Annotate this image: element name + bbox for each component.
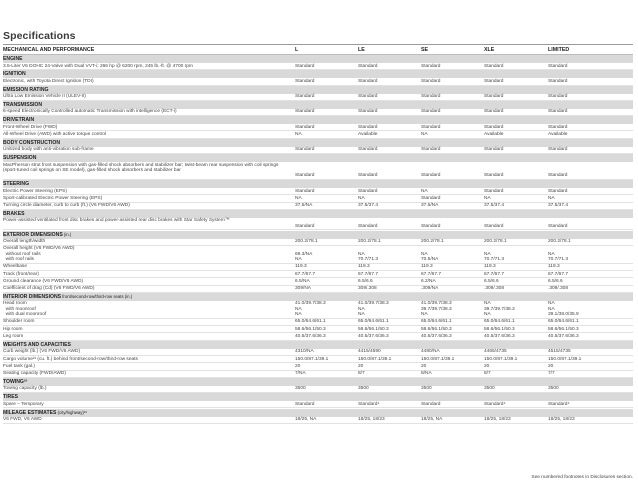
section-header — [3, 210, 633, 218]
spec-value: NA 70.7/71.3 — [358, 251, 379, 262]
spec-value: Standard⁴ — [358, 401, 380, 407]
spec-value: 20 — [548, 363, 554, 369]
section-header — [3, 55, 633, 63]
spec-value: 58.6/56.1/50.3 — [484, 326, 515, 332]
spec-value: 3500 — [548, 386, 559, 392]
spec-label: Fuel tank (gal.) — [3, 363, 35, 369]
spec-value: Standard — [548, 188, 568, 194]
spec-value: NA NA 39.1/38.0/35.9 — [548, 301, 579, 317]
spec-label: All-Wheel Drive (AWD) with active torque control — [3, 132, 106, 137]
spec-value: 6.5/6.6 — [484, 278, 499, 284]
spec-value: Available — [358, 132, 378, 137]
spec-value: 200.2/78.1 — [295, 239, 318, 244]
spec-label: V6 FWD, V6 AWD — [3, 417, 42, 422]
spec-row — [3, 417, 633, 424]
section-header — [3, 86, 633, 94]
spec-value: Standard — [484, 78, 504, 84]
spec-label: Sport-calibrated Electric Power Steering (EPS) — [3, 195, 103, 201]
spec-value: 6.5/6.6 — [358, 278, 373, 284]
spec-row — [3, 162, 633, 180]
spec-value: 20 — [421, 363, 427, 369]
spec-value: Standard — [295, 124, 315, 130]
spec-value: Standard — [548, 94, 568, 100]
spec-row — [3, 349, 633, 356]
spec-value: 4465/4735 — [484, 349, 507, 355]
spec-value: 40.5/37.6/36.3 — [358, 333, 389, 339]
spec-value: 65.0/64.6/61.1 — [421, 319, 452, 325]
section-title: TOWING²² — [3, 378, 28, 385]
spec-value: .309/.308 — [484, 286, 505, 292]
spec-value: Standard — [421, 195, 441, 201]
spec-value: NA — [295, 195, 302, 201]
spec-value: 37.5/37.4 — [484, 203, 505, 209]
spec-row — [3, 132, 633, 139]
spec-value: 3500 — [421, 386, 432, 392]
spec-value: 69.3/NA NA — [295, 251, 313, 262]
spec-value: Standard — [358, 124, 378, 130]
spec-value: 40.5/37.6/36.3 — [421, 333, 452, 339]
spec-value: 4415/4590 — [358, 349, 381, 355]
spec-value: Standard — [358, 147, 378, 153]
spec-label: Overall length/width — [3, 239, 46, 244]
section-title: DRIVETRAIN — [3, 117, 35, 124]
spec-value: 3500 — [358, 386, 369, 392]
spec-value: 40.5/37.6/36.3 — [295, 333, 326, 339]
spec-value: Standard — [358, 173, 378, 179]
spec-row — [3, 371, 633, 378]
spec-value: Standard — [421, 147, 441, 153]
spec-value: NA 70.5/NA — [421, 251, 439, 262]
spec-value: 18/25, NA — [421, 417, 443, 422]
spec-value: 150.0/87.1/39.1 — [421, 356, 455, 362]
spec-value: 3500 — [295, 386, 306, 392]
section-header — [3, 293, 633, 301]
spec-row — [3, 333, 633, 340]
spec-value: NA 70.7/71.3 — [548, 251, 569, 262]
spec-value: 65.0/64.6/61.1 — [358, 319, 389, 325]
spec-value: 4310/NA — [295, 349, 314, 355]
spec-value: Standard — [421, 78, 441, 84]
spec-value: 41.0/39.7/38.3 NA NA — [295, 301, 326, 317]
section-note: (in.) — [62, 231, 72, 237]
spec-label: Electric Power Steering (EPS) — [3, 188, 67, 194]
spec-value: NA — [358, 195, 365, 201]
spec-label: 6-speed Electronically Controlled automatic Transmission with intelligence (ECT-i) — [3, 109, 177, 115]
spec-value: Standard⁴ — [548, 401, 570, 407]
spec-label: Hip room — [3, 326, 23, 332]
spec-row — [3, 195, 633, 202]
spec-value: 40.5/37.6/36.3 — [484, 333, 515, 339]
spec-value: 200.2/78.1 — [548, 239, 571, 244]
spec-value: 119.3 — [484, 264, 496, 270]
spec-row — [3, 301, 633, 319]
section-header — [3, 341, 633, 349]
spec-value: 58.6/56.1/50.3 — [548, 326, 579, 332]
spec-value: Standard — [484, 94, 504, 100]
spec-value: Standard — [548, 78, 568, 84]
column-header-l: L — [295, 46, 299, 53]
spec-value: Standard — [295, 223, 315, 229]
spec-value: 309/NA — [295, 286, 311, 292]
spec-value: Standard — [421, 109, 441, 115]
spec-label: Head room with moonroof with dual moonroof — [3, 301, 47, 317]
section-header — [3, 116, 633, 124]
spec-row — [3, 63, 633, 70]
spec-row — [3, 401, 633, 408]
spec-value: Standard — [484, 223, 504, 229]
spec-label: Cargo volume²¹ (cu. ft.) behind front/second-row/third-row seats — [3, 356, 138, 362]
spec-value: 37.5/37.4 — [548, 203, 569, 209]
spec-value: 18/25, 18/23 — [358, 417, 385, 422]
spec-value: 40.5/37.6/36.3 — [548, 333, 579, 339]
spec-value: Standard — [295, 63, 315, 69]
spec-value: 20 — [484, 363, 490, 369]
spec-value: 37.5/NA — [295, 203, 313, 209]
spec-value: 58.6/56.1/50.3 — [295, 326, 326, 332]
section-title: ENGINE — [3, 56, 23, 62]
spec-row — [3, 386, 633, 393]
section-title: TRANSMISSION — [3, 101, 43, 108]
spec-value: Standard — [548, 124, 568, 130]
spec-label: Unitized body with anti-vibration sub-frame — [3, 147, 94, 153]
spec-value: 119.3 — [421, 264, 433, 270]
spec-value: 4515/4735 — [548, 349, 571, 355]
section-header — [3, 154, 633, 162]
spec-value: 7/NA — [295, 371, 306, 377]
section-title: BODY CONSTRUCTION — [3, 139, 61, 146]
spec-label: Turning circle diameter, curb to curb (ft.) (V6 FWD/V6 AWD) — [3, 203, 130, 209]
spec-row — [3, 109, 633, 116]
spec-value: 8/NA — [421, 371, 432, 377]
spec-value: 200.2/78.1 — [484, 239, 507, 244]
spec-label: 3.5-Liter V6 DOHC 24-Valve with Dual VVT-i; 266 hp @ 6200 rpm, 245 lb.-ft. @ 4700 rpm — [3, 63, 193, 69]
spec-value: Standard — [484, 147, 504, 153]
spec-row — [3, 124, 633, 131]
spec-value: 67.7/67.7 — [484, 271, 505, 277]
spec-value: Standard — [421, 173, 441, 179]
spec-row — [3, 218, 633, 231]
spec-value: 119.3 — [358, 264, 370, 270]
spec-value: Standard — [295, 94, 315, 100]
spec-value: Standard — [295, 109, 315, 115]
section-header — [3, 70, 633, 78]
spec-value: 150.0/87.1/39.1 — [358, 356, 392, 362]
spec-value: 67.7/67.7 — [421, 271, 442, 277]
spec-value: Standard — [421, 63, 441, 69]
section-title: EMISSION RATING — [3, 86, 49, 93]
spec-label: Shoulder room — [3, 319, 35, 325]
section-title: BRAKES — [3, 210, 25, 217]
spec-value: 8/7 — [484, 371, 491, 377]
spec-label: MacPherson strut front suspension with gas-filled shock absorbers and stabilizer bar; twist-beam rear suspension with coil springs (sport-tuned coil springs on SE model), gas-filled shock absorbers and stabilizer bar — [3, 162, 279, 173]
spec-label: Ground clearance (V6 FWD/V6 AWD) — [3, 278, 84, 284]
spec-value: NA — [295, 132, 302, 137]
spec-label: Curb weight (lb.) (V6 FWD/V6 AWD) — [3, 349, 81, 355]
spec-value: Standard — [358, 63, 378, 69]
section-note: (city/highway)²³ — [56, 409, 87, 415]
spec-value: 18/25, 18/23 — [548, 417, 575, 422]
spec-value: 67.7/67.7 — [358, 271, 379, 277]
spec-value: 65.0/64.6/61.1 — [484, 319, 515, 325]
spec-value: 37.5/NA — [421, 203, 439, 209]
spec-value: Available — [484, 132, 504, 137]
spec-value: Standard — [295, 147, 315, 153]
spec-value: Standard — [421, 124, 441, 130]
spec-value: Standard — [358, 223, 378, 229]
spec-value: 20 — [358, 363, 364, 369]
spec-value: 119.3 — [295, 264, 307, 270]
spec-row — [3, 94, 633, 101]
spec-row — [3, 239, 633, 246]
spec-value: 18/25, NA — [295, 417, 317, 422]
section-title: INTERIOR DIMENSIONS front/second-row/third-row seats (in.) — [3, 293, 133, 300]
section-title: STEERING — [3, 181, 30, 187]
spec-value: 58.6/56.1/50.3 — [421, 326, 452, 332]
spec-row — [3, 278, 633, 285]
spec-row — [3, 363, 633, 370]
spec-row — [3, 326, 633, 333]
column-header-se: SE — [421, 46, 429, 53]
spec-value: 8/7 — [358, 371, 365, 377]
spec-value: 3500 — [484, 386, 495, 392]
section-header — [3, 378, 633, 386]
spec-label: Front-Wheel Drive (FWD) — [3, 124, 58, 130]
spec-value: Available — [548, 132, 568, 137]
spec-row — [3, 246, 633, 264]
spec-value: 65.0/64.6/61.1 — [295, 319, 326, 325]
spec-value: Standard — [358, 78, 378, 84]
table-header — [3, 44, 633, 55]
spec-label: Ultra Low Emission Vehicle II (ULEV-II) — [3, 94, 86, 100]
spec-value: Standard — [484, 173, 504, 179]
section-header — [3, 139, 633, 147]
spec-value: NA — [548, 195, 555, 201]
spec-label: Coefficient of drag (Cd) (V6 FWD/V6 AWD) — [3, 286, 95, 292]
spec-value: Standard — [358, 109, 378, 115]
spec-value: NA 70.7/71.3 — [484, 251, 505, 262]
spec-row — [3, 319, 633, 326]
spec-value: Standard — [484, 188, 504, 194]
spec-value: 6.5/6.6 — [548, 278, 563, 284]
spec-value: Standard — [548, 147, 568, 153]
section-title: MILEAGE ESTIMATES (city/highway)²³ — [3, 409, 87, 416]
spec-value: NA 39.7/39.7/38.3 NA — [484, 301, 515, 317]
spec-row — [3, 147, 633, 154]
spec-label: Seating capacity (FWD/AWD) — [3, 371, 66, 377]
spec-value: 309/.308 — [358, 286, 377, 292]
column-header-limited: LIMITED — [548, 46, 570, 53]
spec-value: Standard — [421, 223, 441, 229]
spec-value: Standard — [548, 223, 568, 229]
spec-column-header: MECHANICAL AND PERFORMANCE — [3, 46, 95, 53]
spec-label: Power-assisted ventilated front disc brakes and power-assisted rear disc brakes with Star Safety System™ — [3, 218, 230, 224]
spec-value: NA — [421, 132, 428, 137]
section-title: EXTERIOR DIMENSIONS (in.) — [3, 231, 72, 238]
spec-label: Electronic, with Toyota Direct Ignition (TDI) — [3, 78, 94, 84]
spec-value: 41.0/39.7/38.3 NA NA — [358, 301, 389, 317]
spec-label: Wheelbase — [3, 264, 27, 270]
spec-value: Standard — [295, 188, 315, 194]
spec-value: Standard — [358, 94, 378, 100]
spec-row — [3, 356, 633, 363]
section-header — [3, 180, 633, 188]
spec-value: Standard — [548, 173, 568, 179]
spec-value: Standard — [484, 124, 504, 130]
spec-row — [3, 271, 633, 278]
section-title: IGNITION — [3, 71, 26, 78]
footnote: See numbered footnotes in Disclosures section. — [531, 475, 633, 480]
spec-value: Standard — [421, 94, 441, 100]
spec-value: 7/7 — [548, 371, 555, 377]
spec-value: Standard — [295, 401, 315, 407]
column-header-xle: XLE — [484, 46, 495, 53]
section-title: SUSPENSION — [3, 155, 37, 162]
spec-value: 6.2/NA — [421, 278, 436, 284]
spec-value: Standard⁴ — [484, 401, 506, 407]
spec-value: 200.2/78.1 — [358, 239, 381, 244]
spec-value: 67.7/67.7 — [548, 271, 569, 277]
spec-value: Standard — [421, 401, 441, 407]
spec-label: Spare – Temporary — [3, 401, 44, 407]
spec-value: Standard — [295, 78, 315, 84]
spec-value: .309/NA — [421, 286, 439, 292]
spec-value: 4480/NA — [421, 349, 440, 355]
spec-value: 41.0/39.7/38.3 39.7/39.7/38.3 NA — [421, 301, 452, 317]
spec-value: Standard — [295, 173, 315, 179]
section-title: WEIGHTS AND CAPACITIES — [3, 341, 71, 348]
spec-value: Standard — [358, 188, 378, 194]
spec-value: 37.5/37.4 — [358, 203, 379, 209]
spec-label: Overall height (V6 FWD/V6 AWD) without roof rails with roof rails — [3, 246, 75, 262]
spec-value: Standard — [548, 63, 568, 69]
section-title: TIRES — [3, 394, 19, 401]
spec-value: Standard — [484, 109, 504, 115]
spec-value: 20 — [295, 363, 301, 369]
spec-value: .309/.308 — [548, 286, 569, 292]
spec-value: 150.0/87.1/39.1 — [295, 356, 329, 362]
spec-row — [3, 203, 633, 210]
spec-row — [3, 286, 633, 293]
spec-value: Standard — [484, 63, 504, 69]
section-header — [3, 101, 633, 109]
spec-label: Track (front/rear) — [3, 271, 39, 277]
spec-value: 65.0/64.6/61.1 — [548, 319, 579, 325]
column-header-le: LE — [358, 46, 365, 53]
spec-value: 200.2/78.1 — [421, 239, 444, 244]
spec-value: 58.6/56.1/50.3 — [358, 326, 389, 332]
spec-value: NA — [484, 195, 491, 201]
spec-row — [3, 78, 633, 85]
section-header — [3, 393, 633, 401]
spec-value: 67.7/67.7 — [295, 271, 316, 277]
section-header — [3, 409, 633, 417]
spec-value: Standard — [548, 109, 568, 115]
spec-label: Towing capacity (lb.) — [3, 386, 47, 392]
section-note: front/second-row/third-row seats (in.) — [61, 293, 133, 299]
spec-value: 150.0/87.1/39.1 — [484, 356, 518, 362]
spec-label: Leg room — [3, 333, 24, 339]
spec-value: NA — [421, 188, 428, 194]
page-title: Specifications — [3, 30, 76, 42]
section-header — [3, 231, 633, 239]
spec-row — [3, 264, 633, 271]
spec-value: 6.5/NA — [295, 278, 310, 284]
spec-row — [3, 188, 633, 195]
spec-value: 18/25, 18/23 — [484, 417, 511, 422]
spec-value: 150.0/87.1/39.1 — [548, 356, 582, 362]
spec-value: 119.3 — [548, 264, 560, 270]
